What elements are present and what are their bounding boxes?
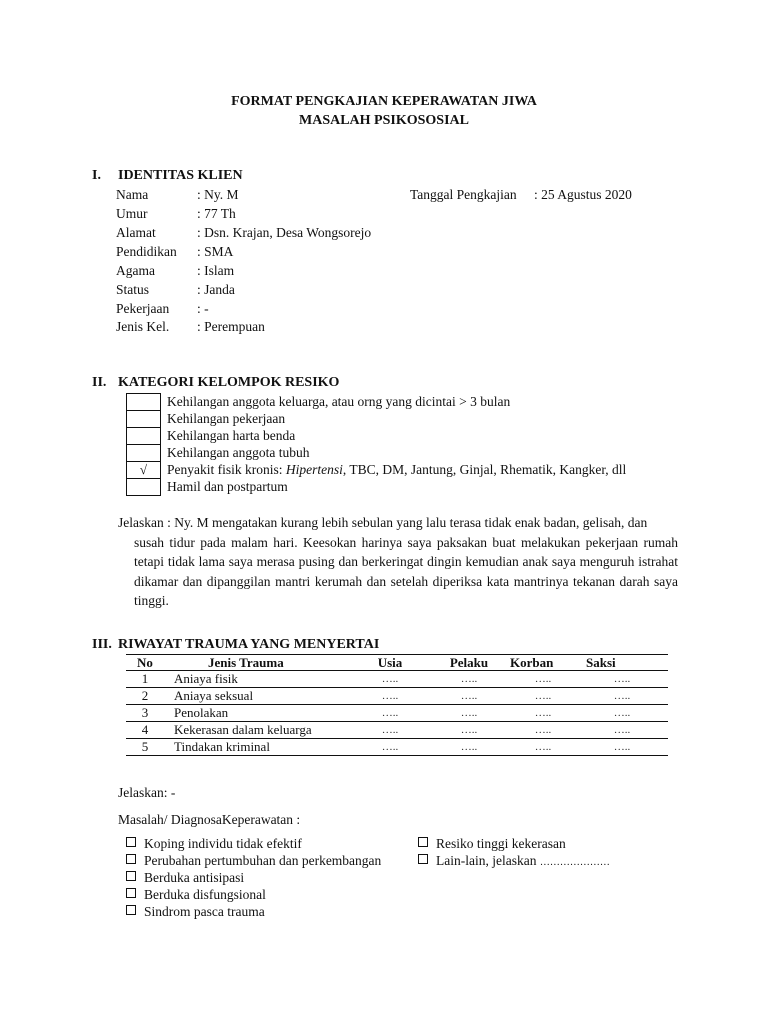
field-label-nama: Nama: [116, 187, 149, 202]
checkbox-icon[interactable]: [126, 905, 136, 915]
cell-korban: …..: [510, 722, 576, 739]
cell-usia: …..: [352, 739, 428, 756]
checkbox-icon[interactable]: [418, 854, 428, 864]
document-subtitle: MASALAH PSIKOSOSIAL: [299, 113, 469, 128]
field-value-pendidikan: : SMA: [197, 244, 234, 259]
cell-saksi: …..: [576, 722, 668, 739]
risk-item-text: Kehilangan anggota tubuh: [167, 445, 310, 460]
checkbox-icon[interactable]: [126, 888, 136, 898]
tanggal-value: : 25 Agustus 2020: [534, 187, 632, 202]
diagnosa-text: Sindrom pasca trauma: [144, 904, 265, 919]
checkbox-icon[interactable]: [418, 837, 428, 847]
checkbox-icon[interactable]: [126, 871, 136, 881]
diagnosa-text: Perubahan pertumbuhan dan perkembangan: [144, 853, 382, 868]
table-header-row: [126, 655, 668, 671]
field-value-umur: : 77 Th: [197, 206, 236, 221]
table-row: [126, 705, 668, 722]
cell-saksi: …..: [576, 671, 668, 688]
section3-number: III.: [92, 637, 112, 652]
cell-usia: …..: [352, 705, 428, 722]
lain-lain-dots: …………………: [539, 857, 610, 868]
field-label-agama: Agama: [116, 263, 155, 278]
risk-item-text: Kehilangan pekerjaan: [167, 411, 286, 426]
cell-pelaku: …..: [428, 671, 510, 688]
col-header-pelaku: Pelaku: [428, 655, 510, 671]
risk-item-text-chronic: [167, 462, 626, 478]
cell-korban: …..: [510, 739, 576, 756]
field-label-umur: Umur: [116, 206, 148, 221]
masalah-label: Masalah/ DiagnosaKeperawatan :: [118, 812, 301, 827]
cell-korban: …..: [510, 705, 576, 722]
risk-checkbox[interactable]: [126, 393, 161, 411]
field-label-pekerjaan: Pekerjaan: [116, 301, 170, 316]
diagnosa-text: Berduka antisipasi: [144, 870, 245, 885]
diagnosa-item[interactable]: [126, 853, 381, 869]
cell-saksi: …..: [576, 739, 668, 756]
document-title: FORMAT PENGKAJIAN KEPERAWATAN JIWA: [231, 94, 537, 109]
section2-number: II.: [92, 375, 107, 390]
cell-jenis: Aniaya fisik: [164, 671, 352, 688]
field-value-pekerjaan: : -: [197, 301, 209, 316]
risk-item-pre: Penyakit fisik kronis:: [167, 462, 286, 477]
diagnosa-item[interactable]: [126, 904, 265, 920]
field-label-status: Status: [116, 282, 150, 297]
table-row: [126, 688, 668, 705]
cell-saksi: …..: [576, 705, 668, 722]
risk-item-italic: Hipertensi: [285, 462, 343, 477]
jelaskan-first-line: Jelaskan : Ny. M mengatakan kurang lebih sebulan yang lalu terasa tidak enak badan, gelisah, dan: [118, 515, 648, 530]
risk-checkbox[interactable]: [126, 427, 161, 445]
diagnosa-text: Berduka disfungsional: [144, 887, 266, 902]
field-value-agama: : Islam: [197, 263, 235, 278]
col-header-korban: Korban: [510, 655, 576, 671]
field-value-jenis-kel: : Perempuan: [197, 319, 265, 334]
trauma-table: [126, 654, 668, 756]
cell-pelaku: …..: [428, 722, 510, 739]
field-label-pendidikan: Pendidikan: [116, 244, 177, 259]
diagnosa-text: Resiko tinggi kekerasan: [436, 836, 566, 851]
diagnosa-item[interactable]: [126, 836, 302, 852]
col-header-saksi: Saksi: [576, 655, 668, 671]
risk-checkbox[interactable]: [126, 410, 161, 428]
cell-usia: …..: [352, 688, 428, 705]
risk-item-text: Kehilangan anggota keluarga, atau orng yang dicintai > 3 bulan: [167, 394, 511, 409]
section3-title: RIWAYAT TRAUMA YANG MENYERTAI: [118, 637, 380, 652]
risk-item-text: Kehilangan harta benda: [167, 428, 296, 443]
cell-jenis: Kekerasan dalam keluarga: [164, 722, 352, 739]
risk-checkbox-checked[interactable]: [126, 461, 161, 479]
cell-saksi: …..: [576, 688, 668, 705]
diagnosa-item[interactable]: [126, 870, 244, 886]
jelaskan-paragraph: [118, 513, 678, 611]
jelaskan-trauma: Jelaskan: -: [118, 785, 176, 800]
table-row: [126, 722, 668, 739]
col-header-usia: Usia: [352, 655, 428, 671]
field-label-jenis-kel: Jenis Kel.: [116, 319, 170, 334]
diagnosa-text: Lain-lain, jelaskan: [436, 853, 537, 868]
risk-item-post: , TBC, DM, Jantung, Ginjal, Rhematik, Kangker, dll: [342, 462, 627, 477]
diagnosa-item[interactable]: [418, 836, 566, 852]
section1-title: IDENTITAS KLIEN: [118, 168, 243, 183]
table-row: [126, 739, 668, 756]
col-header-no: No: [126, 655, 164, 671]
checkbox-icon[interactable]: [126, 837, 136, 847]
risk-checkbox[interactable]: [126, 478, 161, 496]
cell-jenis: Penolakan: [164, 705, 352, 722]
cell-korban: …..: [510, 671, 576, 688]
field-value-nama: : Ny. M: [197, 187, 239, 202]
field-label-alamat: Alamat: [116, 225, 156, 240]
cell-pelaku: …..: [428, 739, 510, 756]
risk-item-text: Hamil dan postpartum: [167, 479, 288, 494]
cell-jenis: Aniaya seksual: [164, 688, 352, 705]
cell-pelaku: …..: [428, 688, 510, 705]
table-row: [126, 671, 668, 688]
cell-usia: …..: [352, 722, 428, 739]
cell-no: 1: [126, 671, 164, 688]
cell-pelaku: …..: [428, 705, 510, 722]
cell-no: 3: [126, 705, 164, 722]
section1-number: I.: [92, 168, 101, 183]
check-mark-icon: √: [139, 462, 148, 477]
checkbox-icon[interactable]: [126, 854, 136, 864]
tanggal-label: Tanggal Pengkajian: [410, 187, 517, 202]
section2-title: KATEGORI KELOMPOK RESIKO: [118, 375, 340, 390]
diagnosa-item[interactable]: [418, 853, 610, 869]
cell-no: 2: [126, 688, 164, 705]
cell-korban: …..: [510, 688, 576, 705]
field-value-alamat: : Dsn. Krajan, Desa Wongsorejo: [197, 225, 372, 240]
jelaskan-continuation: susah tidur pada malam hari. Keesokan harinya saya paksakan buat melakukan pekerjaan rumah tetapi tidak lama saya merasa pusing dan berkeringat dingin kemudian anak saya menguruh istrahat dikamar dan dipanggilan mantri kerumah dan setelah diperiksa kata mantrinya tekanan darah saya tinggi.: [134, 534, 678, 609]
cell-no: 5: [126, 739, 164, 756]
cell-usia: …..: [352, 671, 428, 688]
diagnosa-item[interactable]: [126, 887, 266, 903]
cell-jenis: Tindakan kriminal: [164, 739, 352, 756]
field-value-status: : Janda: [197, 282, 235, 297]
diagnosa-text: Koping individu tidak efektif: [144, 836, 302, 851]
risk-checkbox[interactable]: [126, 444, 161, 462]
col-header-jenis: Jenis Trauma: [164, 655, 352, 671]
cell-no: 4: [126, 722, 164, 739]
